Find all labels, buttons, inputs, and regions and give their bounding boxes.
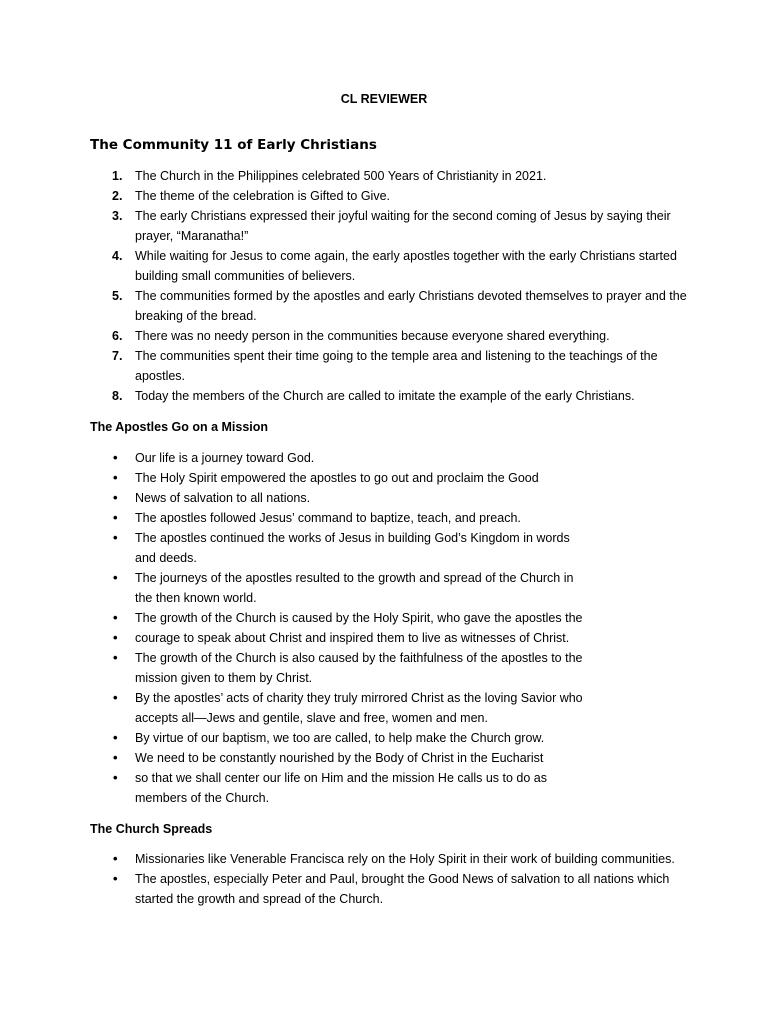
list-item — [90, 869, 690, 909]
list-item — [90, 488, 590, 508]
list-item — [90, 648, 590, 688]
list-item — [90, 246, 690, 286]
bullet-list-apostles — [90, 448, 590, 808]
list-item — [90, 386, 690, 406]
list-number: 1. — [112, 169, 123, 183]
list-item-text: News of salvation to all nations. — [135, 491, 311, 505]
list-item-text: The communities formed by the apostles and early Christians devoted themselves to prayer and the breaking of the bread. — [135, 289, 687, 323]
bullet-icon: • — [113, 450, 118, 465]
list-item-text: The communities spent their time going to the temple area and listening to the teachings of the apostles. — [135, 349, 658, 383]
list-item — [90, 608, 590, 628]
bullet-icon: • — [113, 650, 118, 665]
list-number: 4. — [112, 249, 123, 263]
list-item — [90, 628, 590, 648]
list-number: 7. — [112, 349, 123, 363]
list-item — [90, 568, 590, 608]
list-item — [90, 528, 590, 568]
list-item-text: The journeys of the apostles resulted to the growth and spread of the Church in the then known world. — [135, 571, 574, 605]
list-item — [90, 728, 590, 748]
list-item-text: The apostles continued the works of Jesus in building God’s Kingdom in words and deeds. — [135, 531, 570, 565]
list-item — [90, 448, 590, 468]
list-item — [90, 508, 590, 528]
list-item-text: The growth of the Church is also caused by the faithfulness of the apostles to the mission given to them by Christ. — [135, 651, 583, 685]
list-item-text: The apostles, especially Peter and Paul, brought the Good News of salvation to all nations which started the growth and spread of the Church. — [135, 872, 670, 906]
list-item-text: The Holy Spirit empowered the apostles to go out and proclaim the Good — [135, 471, 539, 485]
list-item — [90, 186, 690, 206]
list-item-text: Missionaries like Venerable Francisca rely on the Holy Spirit in their work of building communities. — [135, 852, 675, 866]
bullet-icon: • — [113, 510, 118, 525]
list-item-text: The growth of the Church is caused by the Holy Spirit, who gave the apostles the — [135, 611, 583, 625]
list-item-text: The theme of the celebration is Gifted to Give. — [135, 189, 390, 203]
bullet-icon: • — [113, 750, 118, 765]
list-item — [90, 748, 590, 768]
bullet-icon: • — [113, 630, 118, 645]
list-item-text: The early Christians expressed their joyful waiting for the second coming of Jesus by saying their prayer, “Maranatha!” — [135, 209, 671, 243]
list-item-text: The apostles followed Jesus’ command to baptize, teach, and preach. — [135, 511, 521, 525]
list-item — [90, 206, 690, 246]
list-item — [90, 346, 690, 386]
list-item — [90, 166, 690, 186]
list-item-text: courage to speak about Christ and inspired them to live as witnesses of Christ. — [135, 631, 570, 645]
section-heading-apostles: The Apostles Go on a Mission — [90, 420, 269, 434]
numbered-list-community — [90, 166, 690, 406]
section-heading-community: The Community 11 of Early Christians — [90, 137, 377, 153]
document-title: CL REVIEWER — [340, 92, 428, 106]
list-item — [90, 688, 590, 728]
bullet-icon: • — [113, 530, 118, 545]
bullet-icon: • — [113, 470, 118, 485]
list-item — [90, 768, 590, 808]
bullet-list-church-spreads — [90, 849, 690, 909]
list-item-text: By the apostles’ acts of charity they truly mirrored Christ as the loving Savior who accepts all—Jews and gentile, slave and free, women and men. — [135, 691, 583, 725]
bullet-icon: • — [113, 770, 118, 785]
list-item — [90, 326, 690, 346]
list-item — [90, 849, 690, 869]
bullet-icon: • — [113, 690, 118, 705]
list-item-text: While waiting for Jesus to come again, the early apostles together with the early Christians started building small communities of believers. — [135, 249, 677, 283]
bullet-icon: • — [113, 570, 118, 585]
bullet-icon: • — [113, 610, 118, 625]
list-item — [90, 468, 590, 488]
list-number: 8. — [112, 389, 123, 403]
list-number: 2. — [112, 189, 123, 203]
list-item-text: so that we shall center our life on Him and the mission He calls us to do as members of the Church. — [135, 771, 548, 805]
list-item-text: Our life is a journey toward God. — [135, 451, 315, 465]
list-item-text: Today the members of the Church are called to imitate the example of the early Christians. — [135, 389, 635, 403]
list-number: 3. — [112, 209, 123, 223]
list-number: 6. — [112, 329, 123, 343]
list-item-text: We need to be constantly nourished by the Body of Christ in the Eucharist — [135, 751, 544, 765]
bullet-icon: • — [113, 871, 118, 886]
list-item-text: There was no needy person in the communities because everyone shared everything. — [135, 329, 610, 343]
list-number: 5. — [112, 289, 123, 303]
list-item-text: The Church in the Philippines celebrated 500 Years of Christianity in 2021. — [135, 169, 547, 183]
list-item — [90, 286, 690, 326]
list-item-text: By virtue of our baptism, we too are called, to help make the Church grow. — [135, 731, 545, 745]
bullet-icon: • — [113, 730, 118, 745]
bullet-icon: • — [113, 490, 118, 505]
section-heading-church-spreads: The Church Spreads — [90, 822, 213, 836]
bullet-icon: • — [113, 851, 118, 866]
